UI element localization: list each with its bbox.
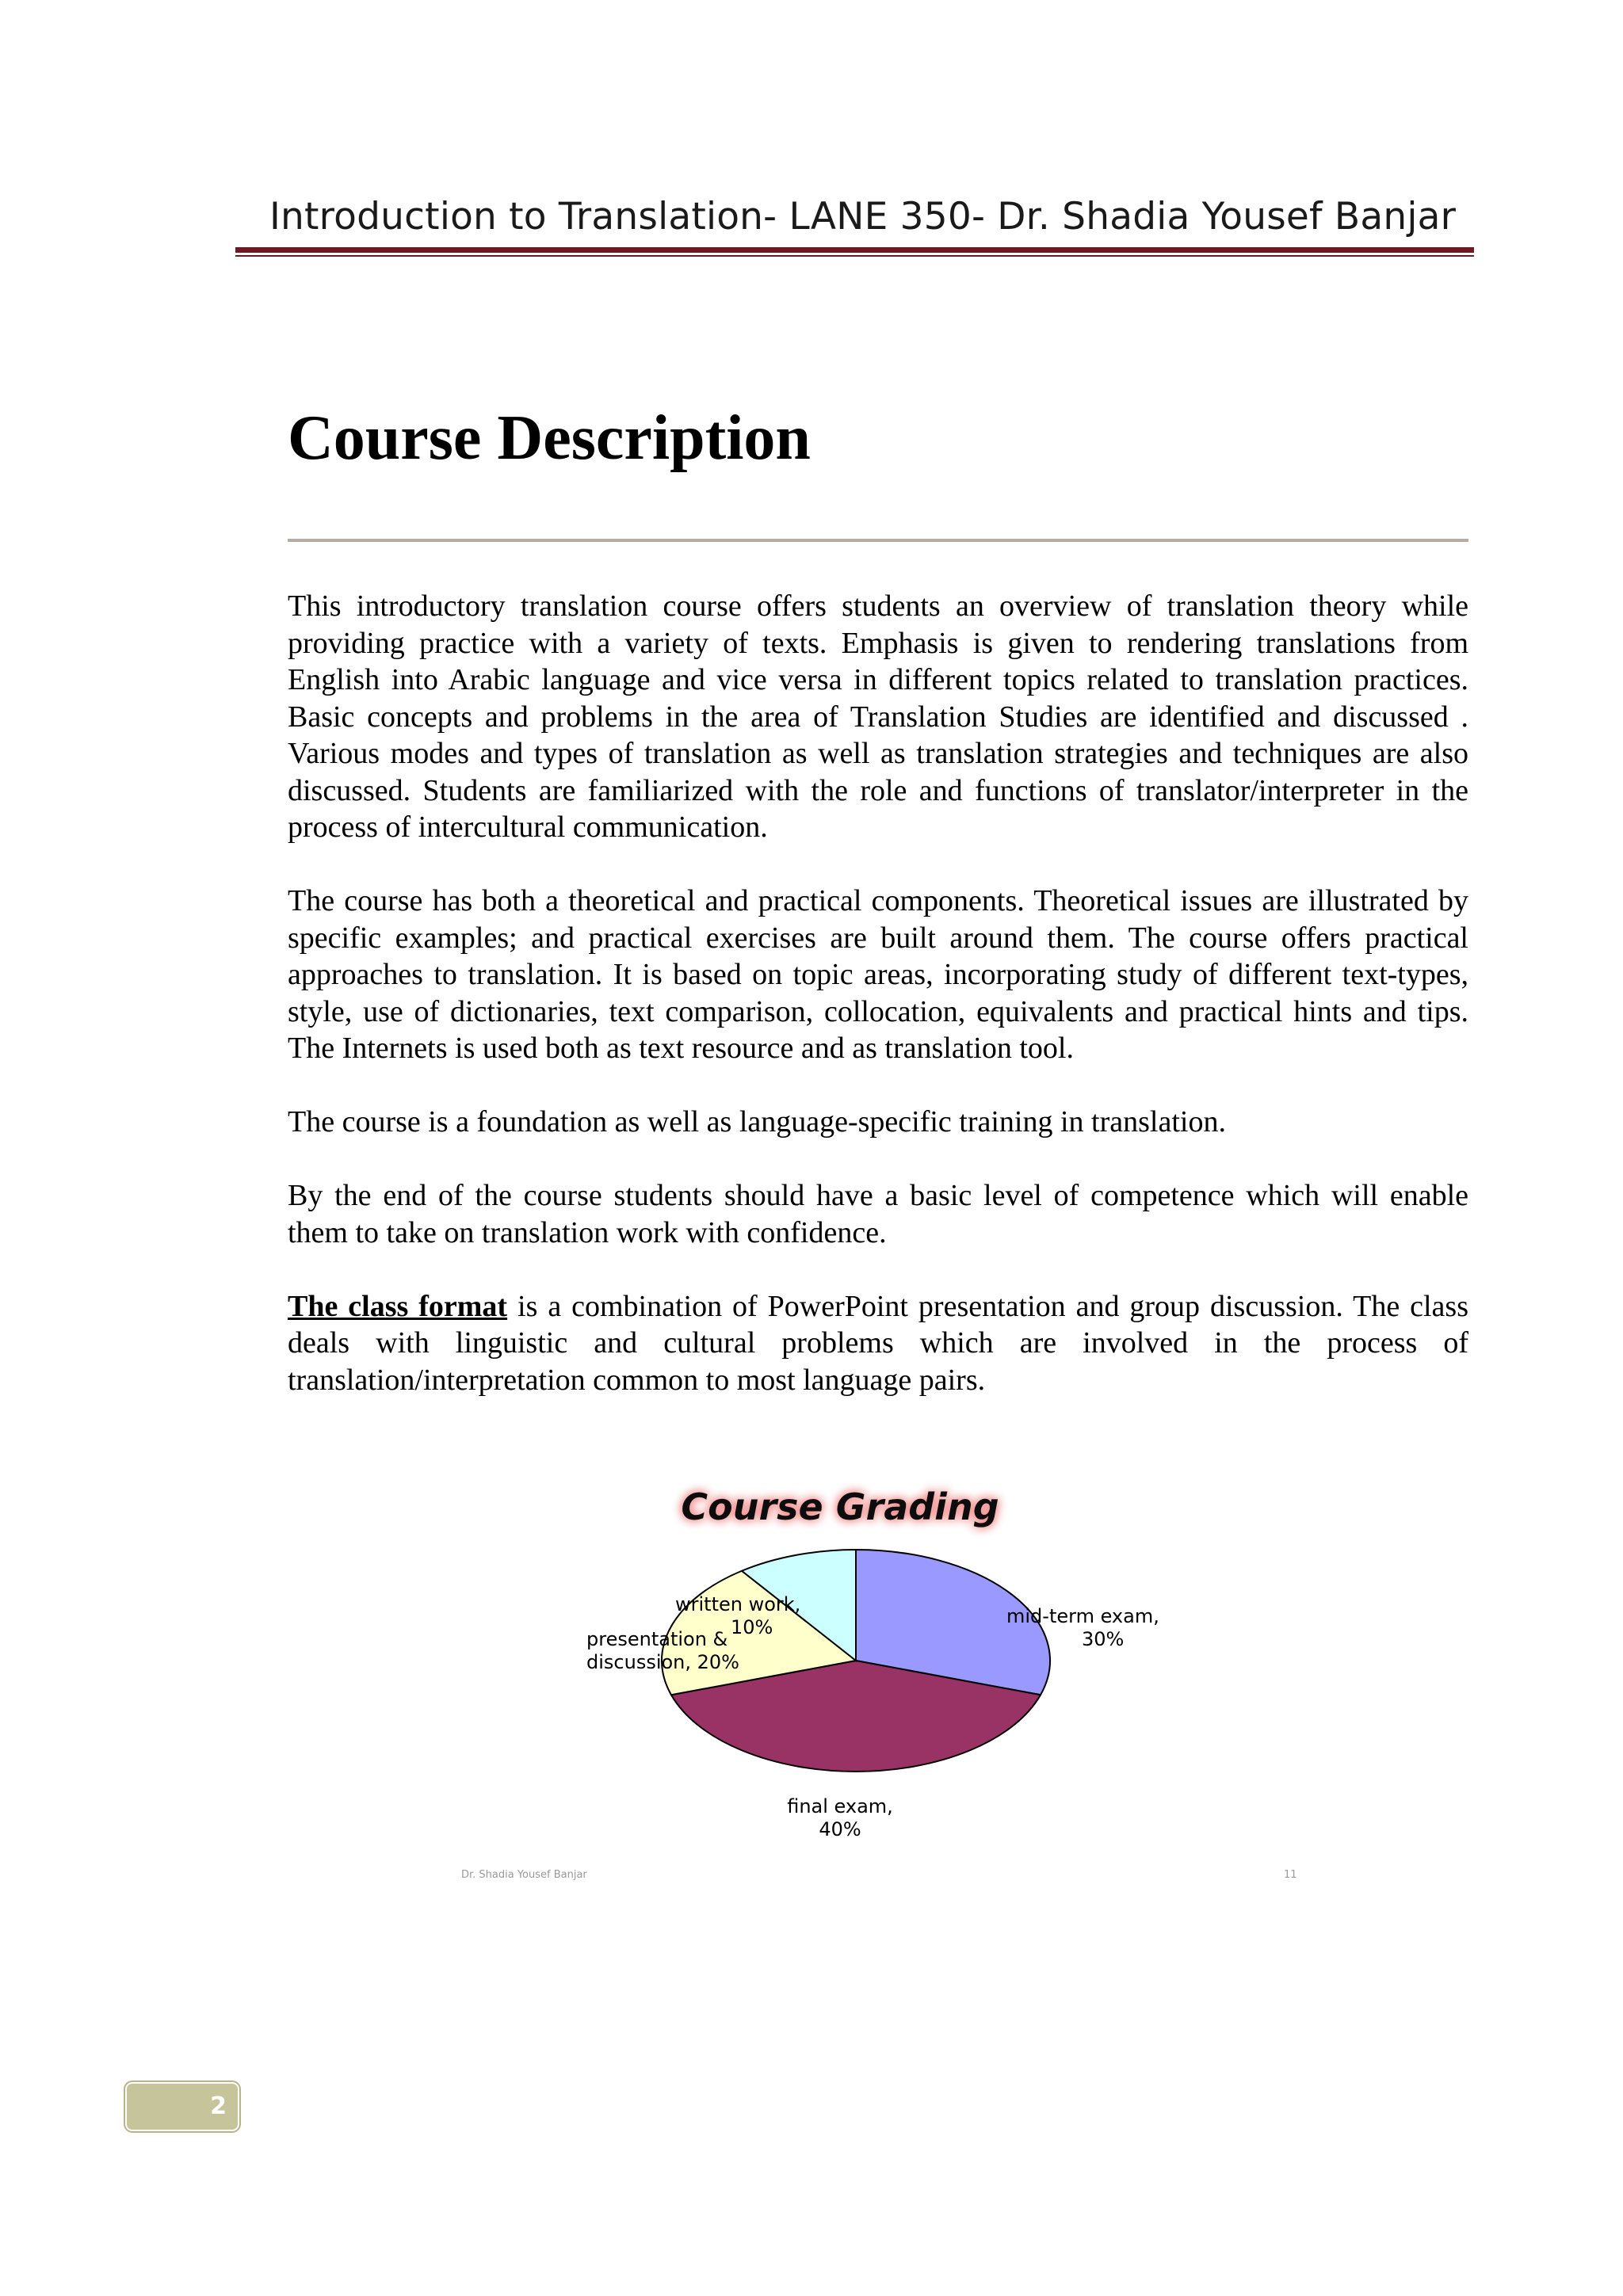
paragraph-overview: This introductory translation course offers students an overview of translation theory while providing practice with a variety of texts. Emphasis is given to rendering translations from English into Arabic language and vice versa in different topics related to translation practices. Basic concepts and problems in the area of Translation Studies are identified and discussed . Various modes and types of translation as well as translation strategies and techniques are also discussed. Students are familiarized with the role and functions of translator/interpreter in the process of intercultural communication. (288, 589, 1468, 844)
paragraph-components: The course has both a theoretical and practical components. Theoretical issues are illustrated by specific examples; and practical exercises are built around them. The course offers practical approaches to translation. It is based on topic areas, incorporating study of different text-types, style, use of dictionaries, text comparison, collocation, equivalents and practical hints and tips. The Internets is used both as text resource and as translation tool. (288, 884, 1468, 1065)
pie-label-value: 30% (1082, 1628, 1125, 1650)
class-format-lead: The class format (288, 1289, 508, 1323)
header-rule-thin (235, 255, 1474, 257)
pie-label-value: discussion, 20% (586, 1651, 739, 1673)
paragraph-outcome: By the end of the course students should have a basic level of competence which will enable them to take on translation work with confidence. (288, 1179, 1468, 1249)
title-divider (288, 539, 1468, 542)
class-format-text: is a combination of PowerPoint presentation and group discussion. The class deals with linguistic and cultural problems which are involved in the process of translation/interpretation common to most language pairs. (288, 1289, 1468, 1397)
pie-chart-svg (507, 1482, 1189, 1894)
slide-footer-number: 11 (1284, 1869, 1297, 1881)
pie-label-value: 10% (731, 1616, 773, 1638)
pie-label: final exam, (787, 1795, 893, 1817)
paragraph-class-format (288, 1288, 1468, 1399)
paragraph-foundation: The course is a foundation as well as language-specific training in translation. (288, 1105, 1226, 1138)
page-number: 2 (125, 2082, 239, 2131)
chart-title: Course Grading (681, 1486, 999, 1528)
body-text (288, 588, 1468, 1436)
page-title: Course Description (288, 403, 811, 473)
pie-label: presentation & (586, 1628, 728, 1650)
slide-footer-author: Dr. Shadia Yousef Banjar (461, 1869, 587, 1881)
pie-label-value: 40% (819, 1818, 861, 1840)
pie-label: written work, (675, 1593, 801, 1615)
header-rule (235, 247, 1474, 253)
running-header: Introduction to Translation- LANE 350- Dr. Shadia Yousef Banjar (269, 195, 1457, 238)
course-grading-chart (507, 1482, 1189, 1894)
pie-label: mid-term exam, (1006, 1605, 1159, 1627)
